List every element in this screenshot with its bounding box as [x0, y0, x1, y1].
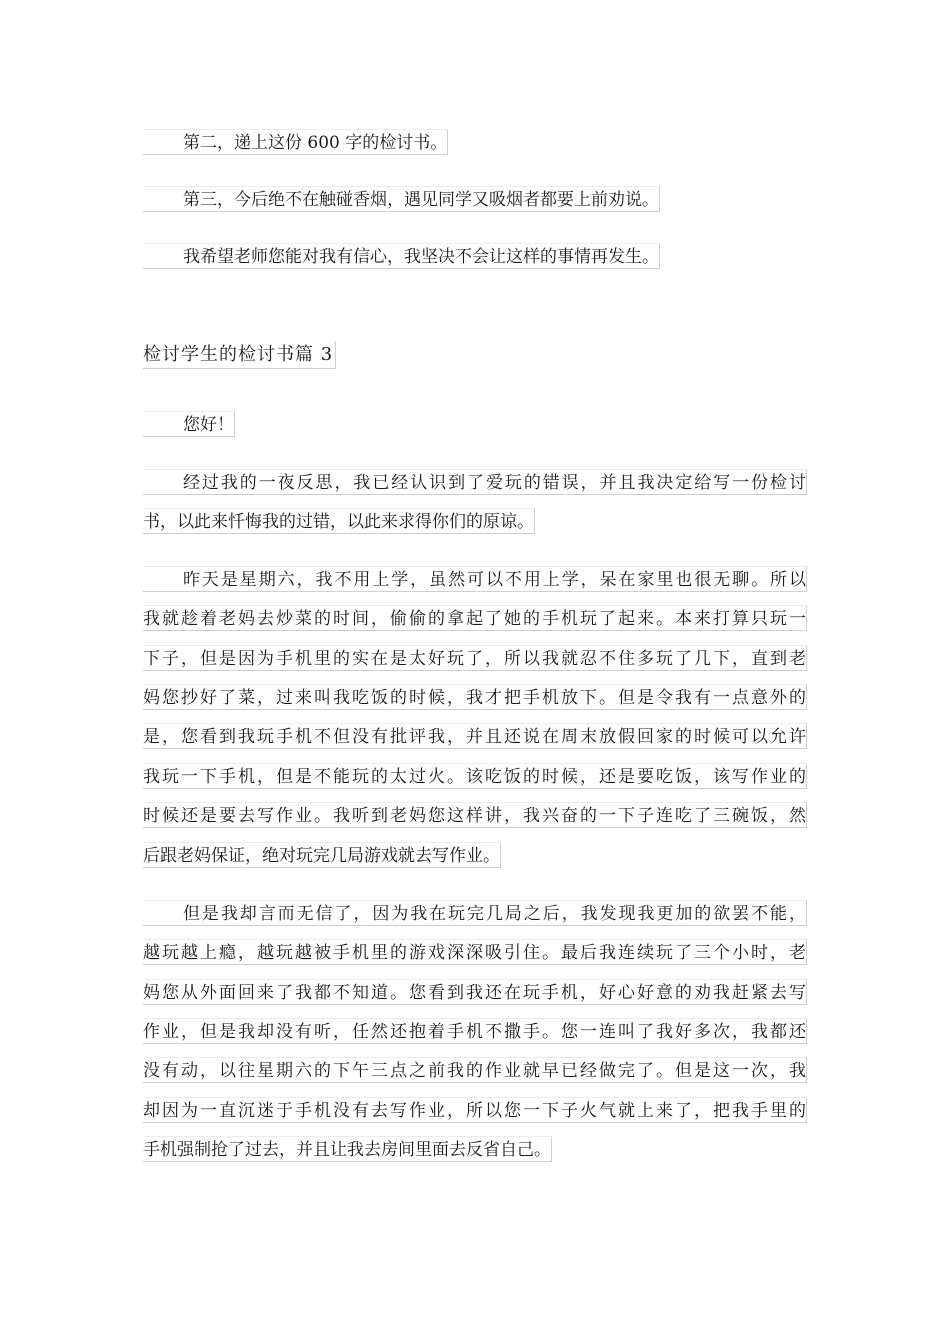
paragraph-line: 是，您看到我玩手机不但没有批评我，并且还说在周末放假回家的时候可以允许 [143, 723, 807, 749]
paragraph-line: 书，以此来忏悔我的过错，以此来求得你们的原谅。 [143, 508, 535, 534]
paragraph-line: 作业，但是我却没有听，任然还抱着手机不撒手。您一连叫了我好多次，我都还 [143, 1018, 807, 1044]
paragraph-line: 时候还是要去写作业。我听到老妈您这样讲，我兴奋的一下子连吃了三碗饭，然 [143, 802, 807, 828]
paragraph-line: 第二，递上这份 600 字的检讨书。 [143, 129, 448, 155]
paragraph-line: 却因为一直沉迷于手机没有去写作业，所以您一下子火气就上来了，把我手里的 [143, 1097, 807, 1123]
paragraph-line: 越玩越上瘾，越玩越被手机里的游戏深深吸引住。最后我连续玩了三个小时，老 [143, 939, 807, 965]
greeting: 您好！ [143, 411, 235, 437]
paragraph-line: 妈您从外面回来了我都不知道。您看到我还在玩手机，好心好意的劝我赶紧去写 [143, 979, 807, 1005]
paragraph-line: 我玩一下手机，但是不能玩的太过火。该吃饭的时候，还是要吃饭，该写作业的 [143, 763, 807, 789]
paragraph-line: 第三，今后绝不在触碰香烟，遇见同学又吸烟者都要上前劝说。 [143, 186, 660, 212]
paragraph-line: 妈您抄好了菜，过来叫我吃饭的时候，我才把手机放下。但是令我有一点意外的 [143, 684, 807, 710]
paragraph-line: 后跟老妈保证，绝对玩完几局游戏就去写作业。 [143, 842, 501, 868]
paragraph-line: 下子，但是因为手机里的实在是太好玩了，所以我就忍不住多玩了几下，直到老 [143, 645, 807, 671]
paragraph-line: 昨天是星期六，我不用上学，虽然可以不用上学，呆在家里也很无聊。所以 [143, 566, 807, 592]
paragraph-line: 经过我的一夜反思，我已经认识到了爱玩的错误，并且我决定给写一份检讨 [143, 469, 807, 495]
section-title: 检讨学生的检讨书篇 3 [143, 341, 336, 369]
paragraph-line: 但是我却言而无信了，因为我在玩完几局之后，我发现我更加的欲罢不能， [143, 900, 807, 926]
paragraph-line: 手机强制抢了过去，并且让我去房间里面去反省自己。 [143, 1136, 552, 1162]
paragraph-line: 我希望老师您能对我有信心，我坚决不会让这样的事情再发生。 [143, 243, 660, 269]
paragraph-line: 我就趁着老妈去炒菜的时间，偷偷的拿起了她的手机玩了起来。本来打算只玩一 [143, 605, 807, 631]
paragraph-line: 没有动，以往星期六的下午三点之前我的作业就早已经做完了。但是这一次，我 [143, 1057, 807, 1083]
